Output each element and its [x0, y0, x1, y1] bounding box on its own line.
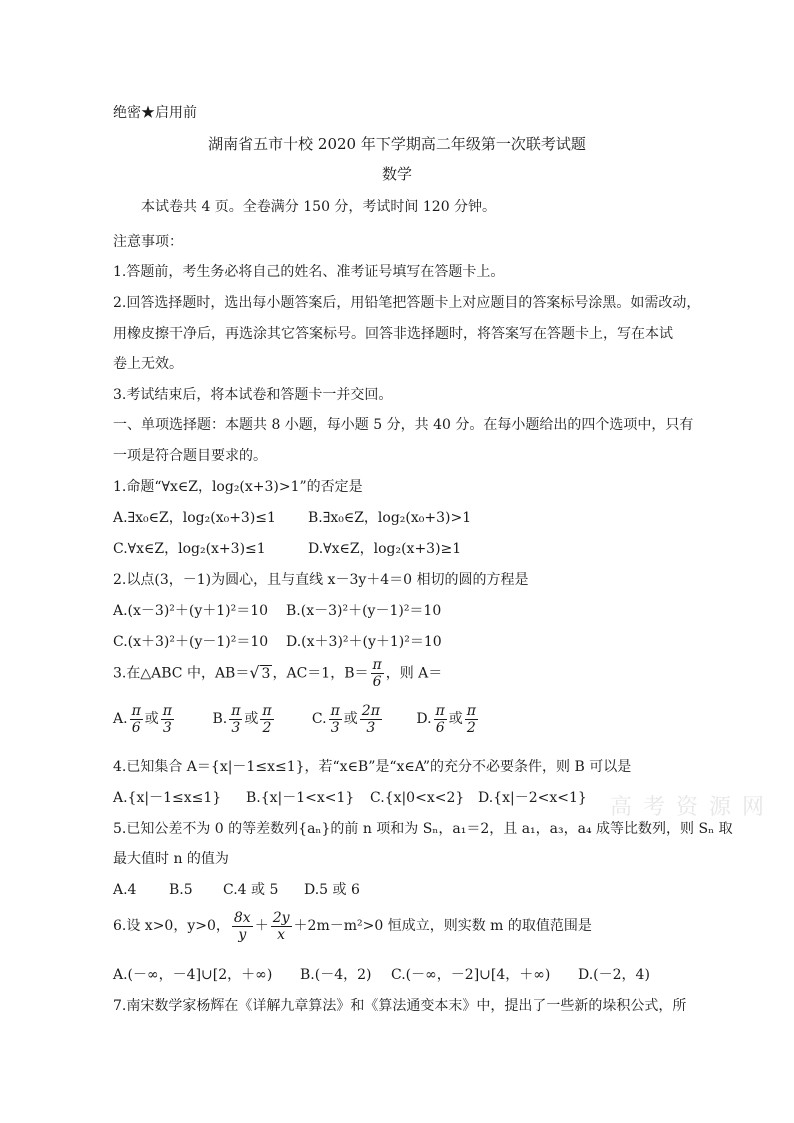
question-5-option-b: B.5 — [169, 882, 193, 898]
q3-stem-post: ，则 A＝ — [385, 665, 443, 682]
q3-stem-pre: 3.在△ABC 中，AB＝ — [113, 665, 250, 682]
question-4-option-d: D.{x|－2<x<1} — [478, 790, 587, 806]
question-1-option-c: C.∀x∈Z，log₂(x+3)≤1 — [113, 541, 266, 557]
exam-title: 湖南省五市十校 2020 年下学期高二年级第一次联考试题 — [208, 135, 586, 153]
question-5-stem: 5.已知公差不为 0 的等差数列{aₙ}的前 n 项和为 Sₙ，a₁＝2，且 a₁，a₃，a₄ 成等比数列，则 Sₙ 取 — [113, 821, 733, 837]
section-heading-cont: 一项是符合题目要求的。 — [113, 448, 267, 464]
question-1-option-a: A.∃x₀∈Z，log₂(x₀+3)≤1 — [113, 510, 276, 526]
question-1-option-d: D.∀x∈Z，log₂(x+3)≥1 — [308, 541, 462, 557]
note-item: 2.回答选择题时，选出每小题答案后，用铅笔把答题卡上对应题目的答案标号涂黑。如需改动， — [113, 295, 701, 311]
question-5-stem-cont: 最大值时 n 的值为 — [113, 851, 229, 867]
question-2-option-b: B.(x－3)²＋(y－1)²＝10 — [286, 603, 442, 619]
exam-intro: 本试卷共 4 页。全卷满分 150 分，考试时间 120 分钟。 — [141, 199, 497, 215]
question-6-option-d: D.(－2，4) — [578, 967, 650, 983]
question-5-option-a: A.4 — [113, 882, 137, 898]
question-1-stem: 1.命题“∀x∈Z，log₂(x+3)>1”的否定是 — [113, 479, 363, 495]
question-6-option-b: B.(－4，2) — [300, 967, 372, 983]
question-3-option-c: C. $\frac{\pi}{3}$ 或 $\frac{2\pi}{3}$ — [311, 702, 380, 736]
q3-stem-mid: ，AC＝1，B＝ — [272, 665, 369, 682]
subject-title: 数学 — [381, 165, 412, 183]
question-3-option-d: D. $\frac{\pi}{6}$ 或 $\frac{\pi}{2}$ — [416, 702, 476, 736]
question-4-option-a: A.{x|－1≤x≤1} — [113, 790, 222, 806]
watermark: 高 考 资 源 网 — [610, 795, 766, 820]
question-2-option-c: C.(x＋3)²＋(y－1)²＝10 — [113, 634, 269, 650]
sqrt-expression: √ 3 — [249, 663, 271, 682]
question-2-stem: 2.以点(3，－1)为圆心，且与直线 x－3y＋4＝0 相切的圆的方程是 — [113, 572, 529, 588]
q6-stem-post: ＋2m－m²>0 恒成立，则实数 m 的取值范围是 — [293, 918, 592, 934]
question-4-option-b: B.{x|－1<x<1} — [246, 790, 355, 806]
question-1-option-b: B.∃x₀∈Z，log₂(x₀+3)>1 — [308, 510, 472, 526]
note-item: 用橡皮擦干净后，再选涂其它答案标号。回答非选择题时，将答案写在答题卡上，写在本试 — [113, 326, 673, 342]
fraction: $\frac{\pi}{6}$ — [372, 657, 382, 690]
question-6-option-a: A.(－∞，－4]∪[2，＋∞) — [113, 967, 273, 983]
section-heading: 一、单项选择题：本题共 8 小题，每小题 5 分，共 40 分。在每小题给出的四个选项中，只有 — [113, 417, 694, 433]
notes-heading: 注意事项： — [113, 234, 183, 250]
secret-label: 绝密★启用前 — [113, 105, 197, 121]
question-5-option-c: C.4 或 5 — [223, 882, 279, 898]
note-item: 3.考试结束后，将本试卷和答题卡一并交回。 — [113, 387, 393, 403]
question-3-option-a: A. $\frac{\pi}{6}$ 或 $\frac{\pi}{3}$ — [113, 702, 172, 736]
question-5-option-d: D.5 或 6 — [304, 882, 360, 898]
plus-sign: ＋ — [254, 918, 269, 934]
question-2-option-a: A.(x－3)²＋(y＋1)²＝10 — [113, 603, 269, 619]
question-4-option-c: C.{x|0<x<2} — [370, 790, 465, 806]
question-3-stem — [113, 656, 442, 691]
question-6-stem — [113, 906, 592, 946]
fraction: $\frac{2y}{x}$ — [272, 909, 290, 943]
note-item: 卷上无效。 — [113, 356, 183, 372]
q6-stem-pre: 6.设 x>0，y>0， — [113, 918, 230, 934]
question-3-options — [113, 702, 480, 736]
note-item: 1.答题前，考生务必将自己的姓名、准考证号填写在答题卡上。 — [113, 264, 505, 280]
question-3-option-b: B. $\frac{\pi}{3}$ 或 $\frac{\pi}{2}$ — [212, 702, 272, 736]
question-2-option-d: D.(x＋3)²＋(y＋1)²＝10 — [286, 634, 442, 650]
fraction: $\frac{8x}{y}$ — [233, 909, 251, 943]
question-6-option-c: C.(－∞，－2]∪[4，＋∞) — [391, 967, 551, 983]
question-4-stem: 4.已知集合 A＝{x|－1≤x≤1}，若“x∈B”是“x∈A”的充分不必要条件，则 B 可以是 — [113, 759, 632, 775]
question-7-stem: 7.南宋数学家杨辉在《详解九章算法》和《算法通变本末》中，提出了一些新的垛积公式，所 — [113, 998, 687, 1014]
